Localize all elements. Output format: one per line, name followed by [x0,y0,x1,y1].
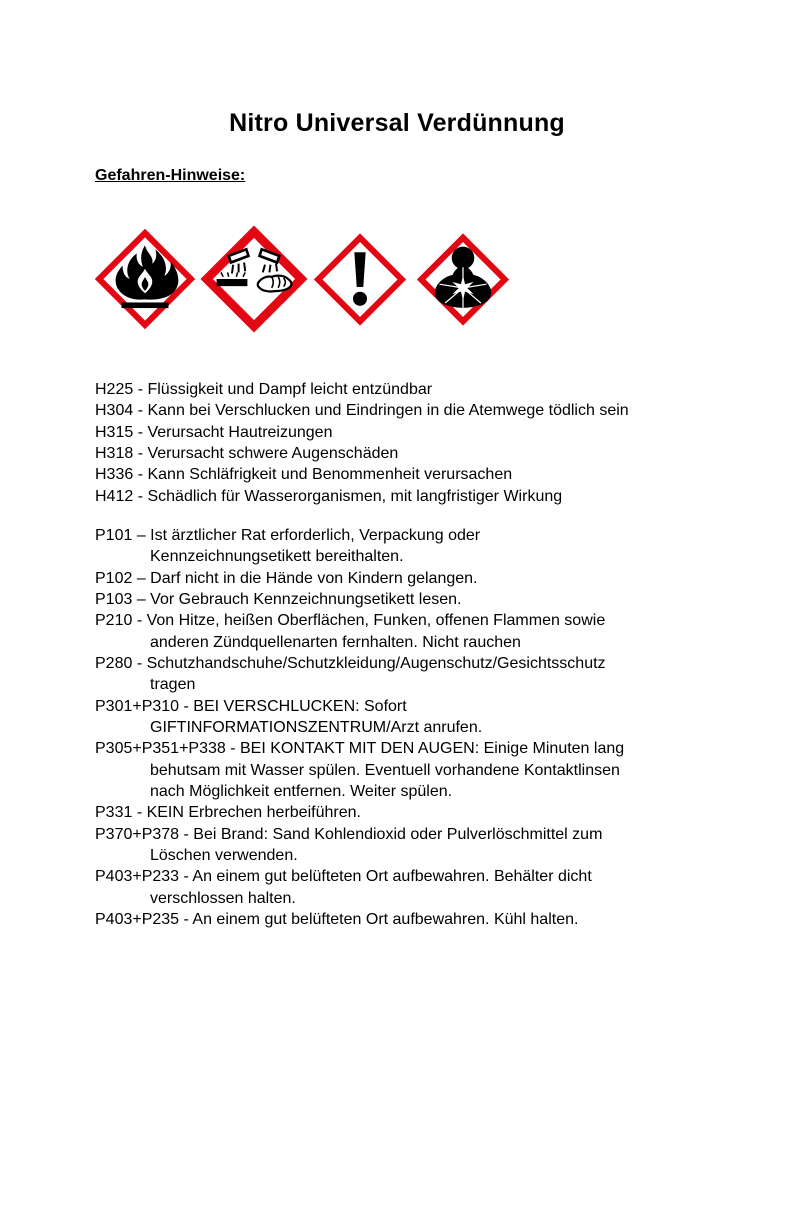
page-title: Nitro Universal Verdünnung [229,109,565,137]
p-phrase [95,653,699,696]
p-phrase [95,738,699,802]
p-phrase [95,568,699,589]
exclamation-dot [353,291,367,305]
p-phrase-line: P301+P310 - BEI VERSCHLUCKEN: Sofort [95,697,407,715]
section-heading: Gefahren-Hinweise: [95,167,246,184]
h-phrase-line: H315 - Verursacht Hautreizungen [95,423,333,441]
p-phrase [95,866,699,909]
flame-icon [93,228,197,330]
ghs-pictogram-row [93,223,794,335]
p-phrase [95,696,699,739]
exclamation-mark-icon [313,232,407,327]
p-phrase-line: P102 – Darf nicht in die Hände von Kindern gelangen. [95,569,478,587]
p-phrase-line: P403+P235 - An einem gut belüfteten Ort aufbewahren. Kühl halten. [95,910,579,928]
p-phrase-line: Kennzeichnungsetikett bereithalten. [150,548,404,566]
p-phrase-line: P305+P351+P338 - BEI KONTAKT MIT DEN AUGEN: Einige Minuten lang [95,740,625,758]
p-phrase-line: P210 - Von Hitze, heißen Oberflächen, Funken, offenen Flammen sowie [95,612,606,630]
p-phrase-line: P331 - KEIN Erbrechen herbeiführen. [95,804,361,822]
corrosion-surface-bar [217,279,248,286]
p-phrase [95,909,699,930]
p-phrase-line: P103 – Vor Gebrauch Kennzeichnungsetikett lesen. [95,590,462,608]
p-phrase [95,802,699,823]
corrosion-icon [199,223,309,335]
h-phrase-line: H318 - Verursacht schwere Augenschäden [95,444,399,462]
p-phrases-list [95,525,699,930]
h-phrase-line: H412 - Schädlich für Wasserorganismen, mit langfristiger Wirkung [95,487,563,505]
p-phrase-line: P403+P233 - An einem gut belüfteten Ort aufbewahren. Behälter dicht [95,868,592,886]
p-phrase-line: P101 – Ist ärztlicher Rat erforderlich, Verpackung oder [95,526,481,544]
p-phrase-line: P280 - Schutzhandschuhe/Schutzkleidung/Augenschutz/Gesichtsschutz [95,654,606,672]
p-phrase-line: Löschen verwenden. [150,846,298,864]
p-phrase [95,525,699,568]
p-phrase-line: nach Möglichkeit entfernen. Weiter spülen. [150,782,453,800]
p-phrase-line: tragen [150,676,196,694]
p-phrase-line: behutsam mit Wasser spülen. Eventuell vorhandene Kontaktlinsen [150,761,620,779]
p-phrase [95,589,699,610]
health-hazard-icon [416,232,510,327]
h-phrase-line: H304 - Kann bei Verschlucken und Eindringen in die Atemwege tödlich sein [95,402,629,420]
document-page [0,106,794,1229]
p-phrase-line: verschlossen halten. [150,889,296,907]
flame-base-bar [122,302,169,308]
health-hazard-head [452,246,475,269]
h-phrases-list [95,379,699,507]
corrosion-hand [258,276,292,292]
p-phrase-line: P370+P378 - Bei Brand: Sand Kohlendioxid oder Pulverlöschmittel zum [95,825,603,843]
p-phrase-line: anderen Zündquellenarten fernhalten. Nicht rauchen [150,633,521,651]
p-phrase [95,824,699,867]
h-phrase-line: H225 - Flüssigkeit und Dampf leicht entzündbar [95,381,433,398]
p-phrase [95,610,699,653]
h-phrase-line: H336 - Kann Schläfrigkeit und Benommenheit verursachen [95,466,513,484]
p-phrase-line: GIFTINFORMATIONSZENTRUM/Arzt anrufen. [150,718,483,736]
